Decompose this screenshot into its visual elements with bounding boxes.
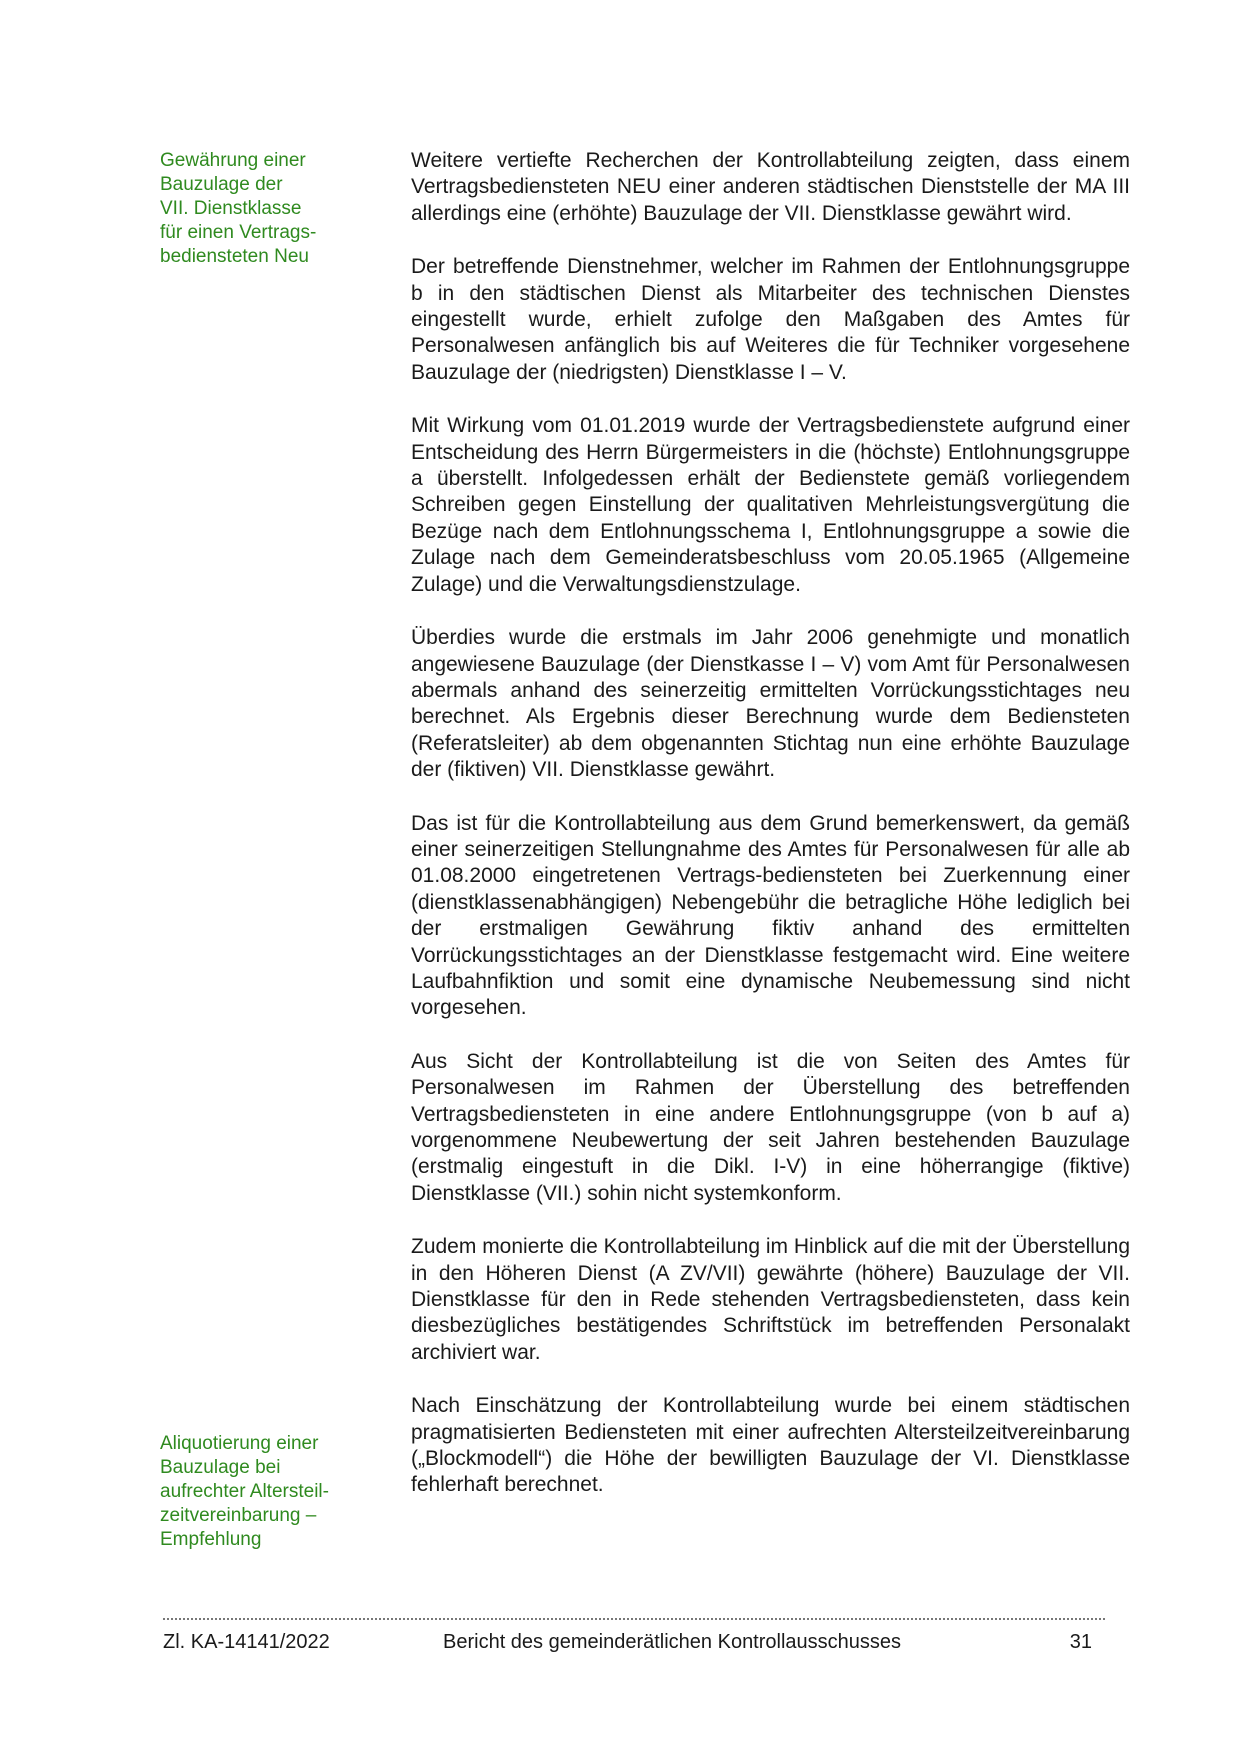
margin-note-line: für einen Vertrags- [160,222,317,243]
paragraph: Das ist für die Kontrollabteilung aus dem Grund bemerkenswert, da gemäß einer seinerzeitigen Stellungnahme des Amtes für Personalwesen für alle ab 01.08.2000 eingetretenen Vertrags-bediensteten bei Zuerkennung einer (dienstklassenabhängigen) Nebengebühr die betragliche Höhe lediglich bei der erstmaligen Gewährung fiktiv anhand des ermittelten Vorrückungsstichtages an der Dienstklasse festgemacht wird. Eine weitere Laufbahnfiktion und somit eine dynamische Neubemessung sind nicht vorgesehen. [411,811,1130,1020]
body-text [411,148,1130,1526]
footer-title: Bericht des gemeinderätlichen Kontrollausschusses [443,1631,902,1653]
paragraph: Zudem monierte die Kontrollabteilung im Hinblick auf die mit der Überstellung in den Höheren Dienst (A ZV/VII) gewährte (höhere) Bauzulage der VII. Dienstklasse für den in Rede stehenden Vertragsbediensteten, dass kein diesbezügliches bestätigendes Schriftstück im betreffenden Personalakt archiviert war. [411,1235,1131,1364]
margin-note-line: aufrechter Altersteil- [160,1481,329,1502]
paragraph: Weitere vertiefte Recherchen der Kontrollabteilung zeigten, dass einem Vertragsbediensteten NEU einer anderen städtischen Dienststelle der MA III allerdings eine (erhöhte) Bauzulage der VII. Dienstklasse gewährt wird. [411,149,1130,225]
paragraph: Überdies wurde die erstmals im Jahr 2006 genehmigte und monatlich angewiesene Bauzulage (der Dienstkasse I – V) vom Amt für Personalwesen abermals anhand des seinerzeitig ermittelten Vorrückungsstichtages neu berechnet. Als Ergebnis dieser Berechnung wurde dem Bediensteten (Referatsleiter) ab dem obgenannten Stichtag nun eine erhöhte Bauzulage der (fiktiven) VII. Dienstklasse gewährt. [411,626,1130,782]
margin-note-line: Empfehlung [160,1529,262,1550]
paragraph: Aus Sicht der Kontrollabteilung ist die von Seiten des Amtes für Personalwesen im Rahmen der Überstellung des betreffenden Vertragsbediensteten in eine andere Entlohnungsgruppe (von b auf a) vorgenommene Neubewertung der seit Jahren bestehenden Bauzulage (erstmalig eingestuft in die Dikl. I-V) in eine höherrangige (fiktive) Dienstklasse (VII.) sohin nicht systemkonform. [411,1049,1130,1205]
margin-note-line: Gewährung einer [160,150,306,171]
paragraph: Der betreffende Dienstnehmer, welcher im Rahmen der Entlohnungsgruppe b in den städtischen Dienst als Mitarbeiter des technischen Dienstes eingestellt wurde, erhielt zufolge den Maßgaben des Amtes für Personalwesen anfänglich bis auf Weiteres die für Techniker vorgesehene Bauzulage der (niedrigsten) Dienstklasse I – V. [411,255,1130,384]
footer-divider [163,1618,1105,1620]
margin-note-bauzulage-vii [160,149,360,269]
margin-note-line: zeitvereinbarung – [160,1505,317,1526]
page-number: 31 [1069,1631,1092,1653]
margin-note-line: VII. Dienstklasse [160,198,302,219]
margin-note-line: Bauzulage der [160,174,283,195]
margin-note-aliquotierung [160,1432,360,1552]
margin-note-line: Aliquotierung einer [160,1433,319,1454]
paragraph: Nach Einschätzung der Kontrollabteilung wurde bei einem städtischen pragmatisierten Bediensteten mit einer aufrechten Altersteilzeitvereinbarung („Blockmodell“) die Höhe der bewilligten Bauzulage der VI. Dienstklasse fehlerhaft berechnet. [411,1394,1130,1497]
paragraph: Mit Wirkung vom 01.01.2019 wurde der Vertragsbedienstete aufgrund einer Entscheidung des Herrn Bürgermeisters in die (höchste) Entlohnungsgruppe a überstellt. Infolgedessen erhält der Bedienstete gemäß vorliegendem Schreiben gegen Einstellung der qualitativen Mehrleistungsvergütung die Bezüge nach dem Entlohnungsschema I, Entlohnungsgruppe a sowie die Zulage nach dem Gemeinderatsbeschluss vom 20.05.1965 (Allgemeine Zulage) und die Verwaltungsdienstzulage. [411,414,1130,596]
footer-reference: Zl. KA-14141/2022 [163,1631,330,1653]
margin-note-line: bediensteten Neu [160,246,309,267]
margin-note-line: Bauzulage bei [160,1457,281,1478]
